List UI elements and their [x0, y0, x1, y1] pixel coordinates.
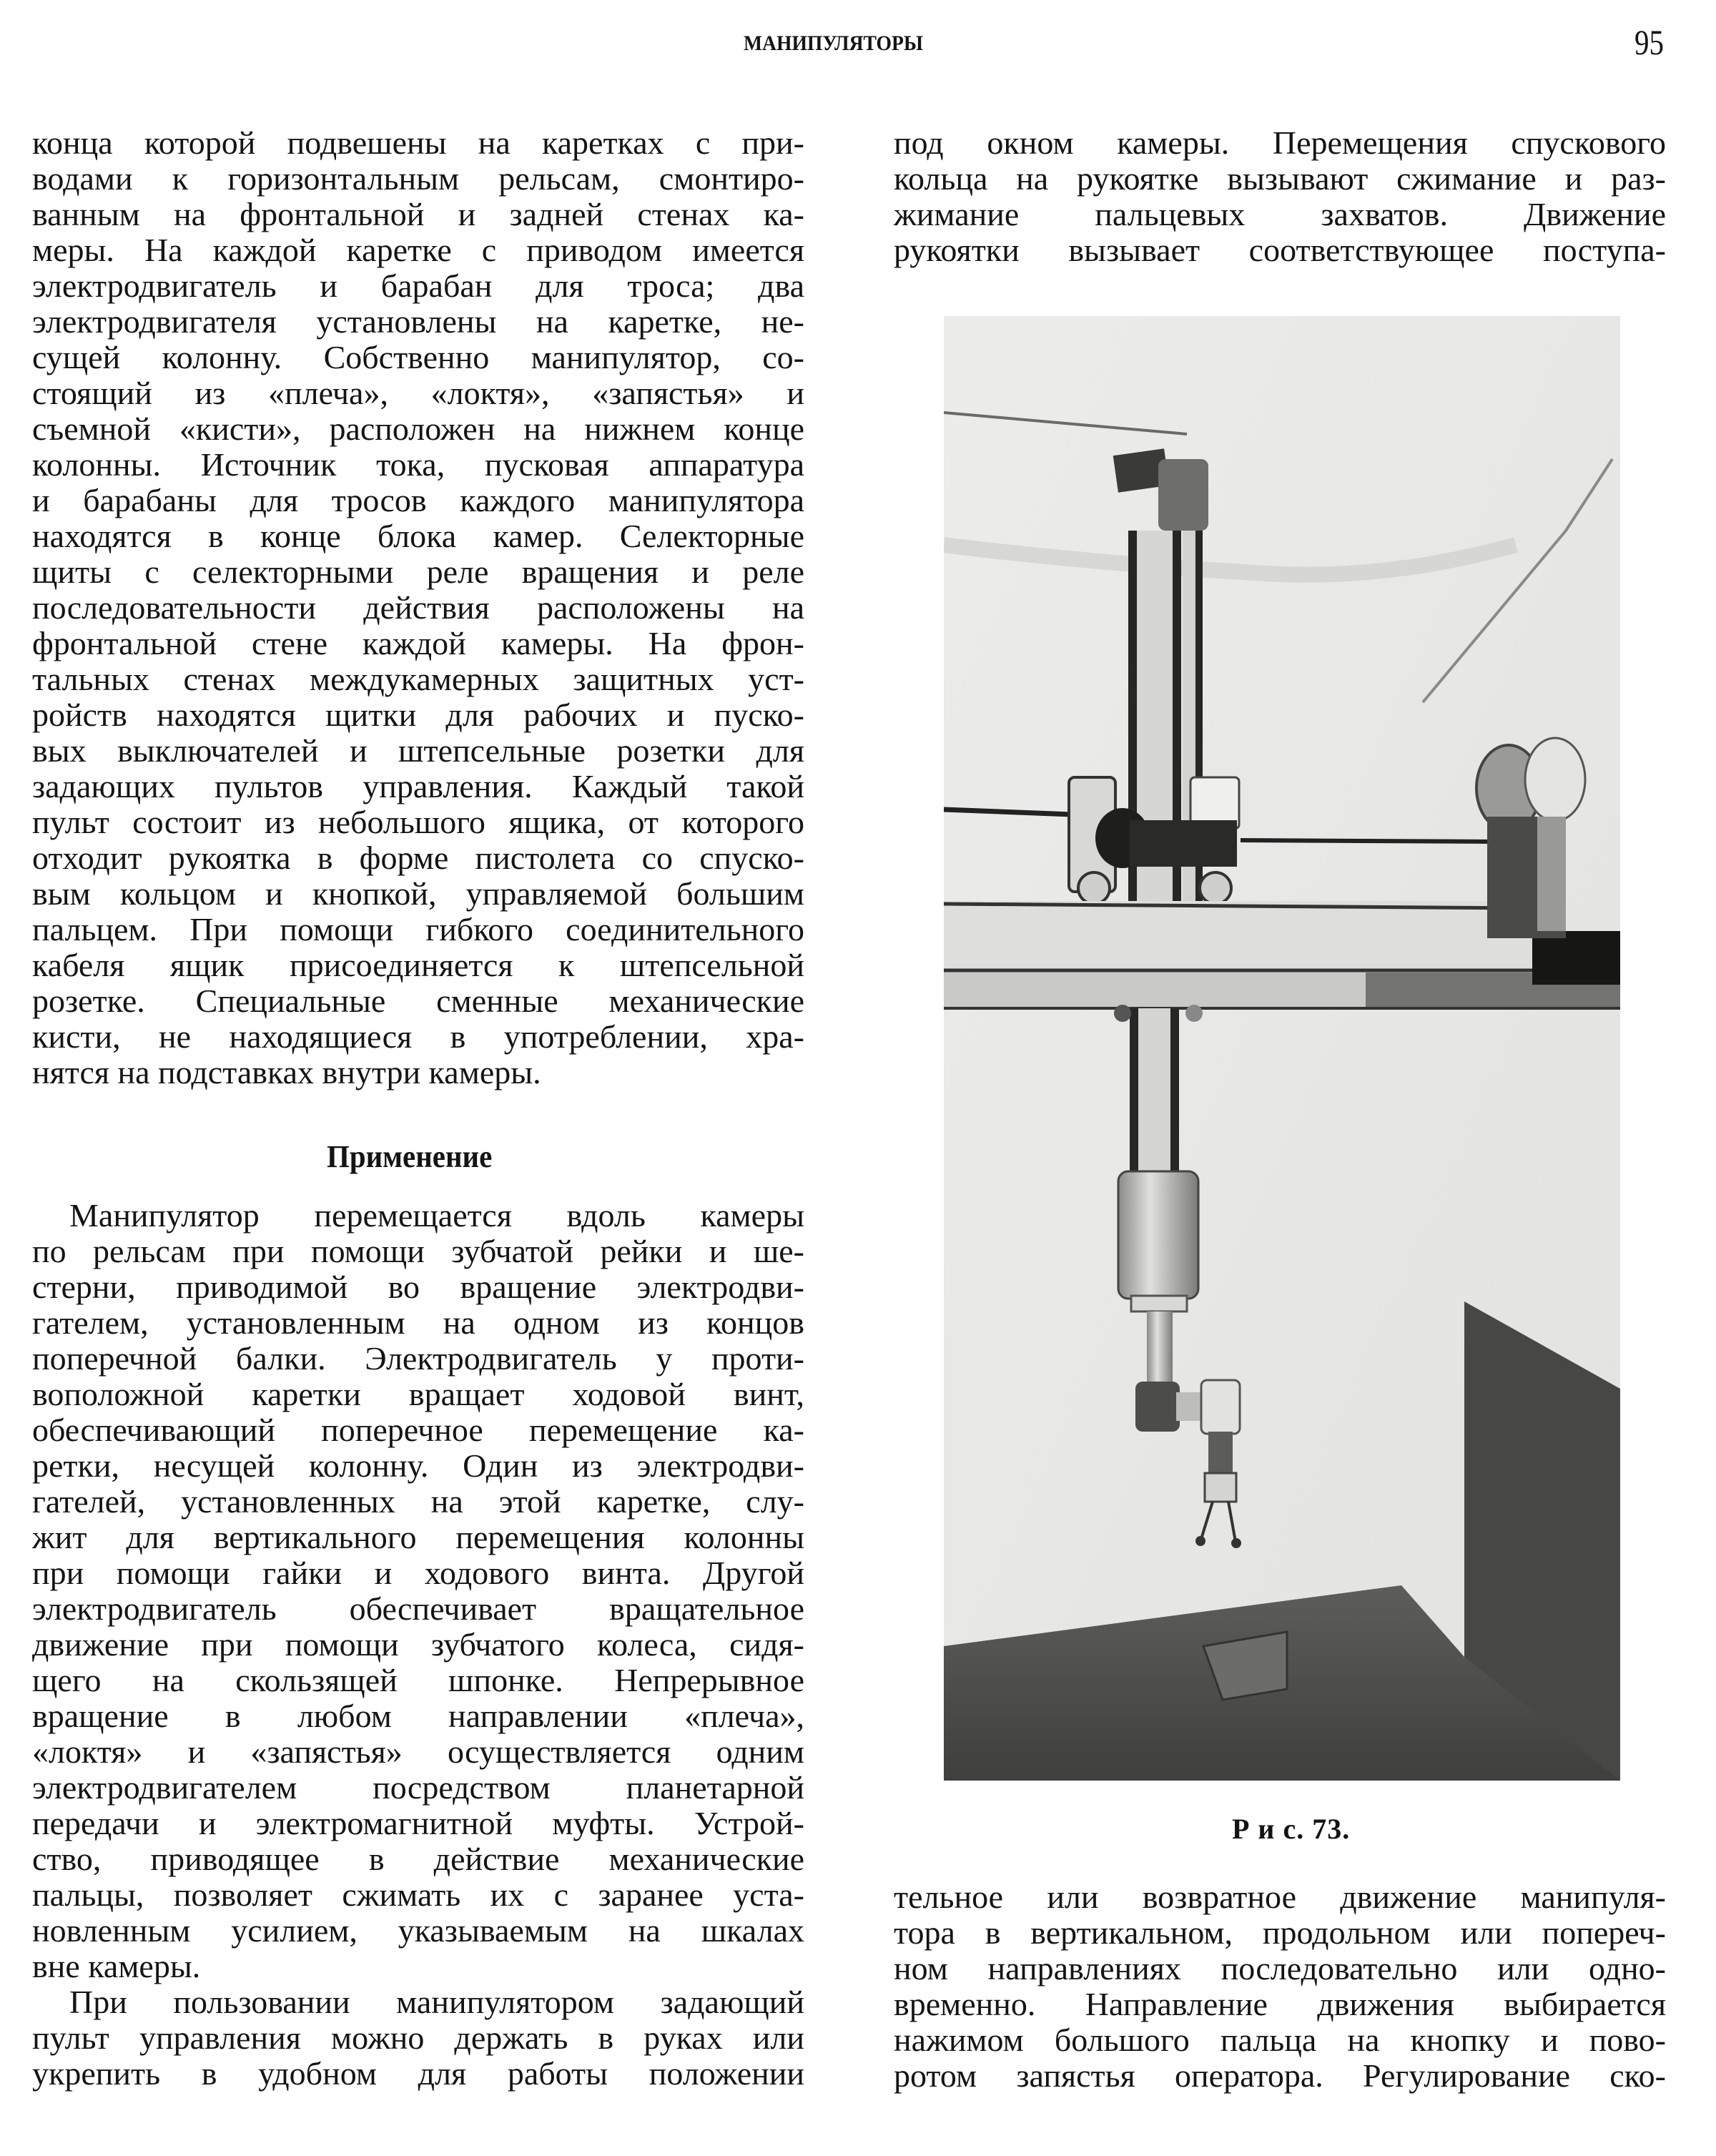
figure-caption: Р и с. 73. — [1232, 1813, 1351, 1845]
text-line: стоящий из «плеча», «локтя», «запястья» и — [32, 375, 804, 411]
text-line: тора в вертикальном, продольном или попереч- — [894, 1914, 1666, 1951]
text-line: отходит рукоятка в форме пистолета со спуско- — [32, 840, 804, 876]
text-line: и барабаны для тросов каждого манипулятора — [32, 482, 804, 518]
text-line: щиты с селекторными реле вращения и реле — [32, 553, 804, 590]
text-line: При пользовании манипулятором задающий — [69, 1984, 804, 2020]
text-line: последовательности действия расположены на — [32, 589, 804, 626]
text-line: поперечной балки. Электродвигатель у проти- — [32, 1340, 804, 1377]
text-line: щего на скользящей шпонке. Непрерывное — [32, 1662, 804, 1698]
text-line: тальных стенах междукамерных защитных уст- — [32, 661, 804, 697]
text-line: гателей, установленных на этой каретке, слу- — [32, 1483, 804, 1520]
text-line: ротом запястья оператора. Регулирование ско- — [894, 2057, 1666, 2094]
text-line: пульт управления можно держать в руках или — [32, 2019, 804, 2056]
text-line: задающих пультов управления. Каждый такой — [32, 768, 804, 804]
text-line: съемной «кисти», расположен на нижнем конце — [32, 410, 804, 447]
page-number: 95 — [1634, 22, 1664, 62]
text-line: электродвигателем посредством планетарной — [32, 1769, 804, 1806]
text-line: колонны. Источник тока, пусковая аппаратура — [32, 446, 804, 483]
text-line: электродвигатель и барабан для троса; два — [32, 267, 804, 304]
text-line: воположной каретки вращает ходовой винт, — [32, 1376, 804, 1412]
text-line: конца которой подвешены на каретках с при- — [32, 124, 804, 161]
text-line: ном направлениях последовательно или одно- — [894, 1950, 1666, 1987]
text-line: вым кольцом и кнопкой, управляемой большим — [32, 875, 804, 912]
text-line: передачи и электромагнитной муфты. Устрой- — [32, 1805, 804, 1841]
text-line: электродвигатель обеспечивает вращательное — [32, 1590, 804, 1627]
text-line: движение при помощи зубчатого колеса, сидя- — [32, 1626, 804, 1663]
text-line: под окном камеры. Перемещения спускового — [894, 124, 1666, 161]
text-line: водами к горизонтальным рельсам, смонтиро- — [32, 160, 804, 197]
text-line: кольца на рукоятке вызывают сжимание и раз- — [894, 160, 1666, 197]
text-line: фронтальной стене каждой камеры. На фрон- — [32, 625, 804, 661]
text-line: пальцы, позволяет сжимать их с заранее уста- — [32, 1876, 804, 1913]
text-line: ство, приводящее в действие механические — [32, 1841, 804, 1877]
text-line: нажимом большого пальца на кнопку и пово- — [894, 2022, 1666, 2058]
text-line: жит для вертикального перемещения колонны — [32, 1519, 804, 1555]
running-title: МАНИПУЛЯТОРЫ — [744, 31, 923, 55]
text-line: меры. На каждой каретке с приводом имеется — [32, 232, 804, 268]
text-line: стерни, приводимой во вращение электродви- — [32, 1269, 804, 1305]
text-line: пульт состоит из небольшого ящика, от которого — [32, 804, 804, 840]
text-line: жимание пальцевых захватов. Движение — [894, 196, 1666, 232]
text-line: временно. Направление движения выбирается — [894, 1986, 1666, 2022]
text-line: вых выключателей и штепсельные розетки для — [32, 732, 804, 769]
manipulator-photo-illustration — [944, 316, 1620, 1781]
text-line: вне камеры. — [32, 1948, 201, 1984]
text-line: находятся в конце блока камер. Селекторные — [32, 518, 804, 554]
text-line: нятся на подставках внутри камеры. — [32, 1054, 541, 1091]
text-line: ванным на фронтальной и задней стенах ка- — [32, 196, 804, 232]
text-line: ройств находятся щитки для рабочих и пуско- — [32, 696, 804, 733]
text-line: вращение в любом направлении «плеча», — [32, 1698, 804, 1734]
text-line: кабеля ящик присоединяется к штепсельной — [32, 947, 804, 983]
text-line: укрепить в удобном для работы положении — [32, 2055, 804, 2092]
text-line: гателем, установленным на одном из концов — [32, 1304, 804, 1341]
text-line: при помощи гайки и ходового винта. Другой — [32, 1555, 804, 1591]
text-line: «локтя» и «запястья» осуществляется одним — [32, 1733, 804, 1770]
text-line: рукоятки вызывает соответствующее поступа- — [894, 232, 1666, 268]
text-line: сущей колонну. Собственно манипулятор, со- — [32, 339, 804, 375]
text-line: электродвигателя установлены на каретке, не- — [32, 303, 804, 340]
figure-73-photo — [944, 316, 1620, 1781]
text-line: новленным усилием, указываемым на шкалах — [32, 1912, 804, 1949]
section-heading: Применение — [327, 1139, 493, 1174]
text-line: ретки, несущей колонну. Один из электродви- — [32, 1447, 804, 1484]
text-line: по рельсам при помощи зубчатой рейки и ше- — [32, 1233, 804, 1269]
text-line: кисти, не находящиеся в употреблении, хра- — [32, 1018, 804, 1055]
text-line: пальцем. При помощи гибкого соединительного — [32, 911, 804, 947]
text-line: Манипулятор перемещается вдоль камеры — [69, 1197, 804, 1234]
text-line: обеспечивающий поперечное перемещение ка- — [32, 1412, 804, 1448]
text-line: тельное или возвратное движение манипуля- — [894, 1879, 1666, 1915]
text-line: розетке. Специальные сменные механические — [32, 983, 804, 1019]
